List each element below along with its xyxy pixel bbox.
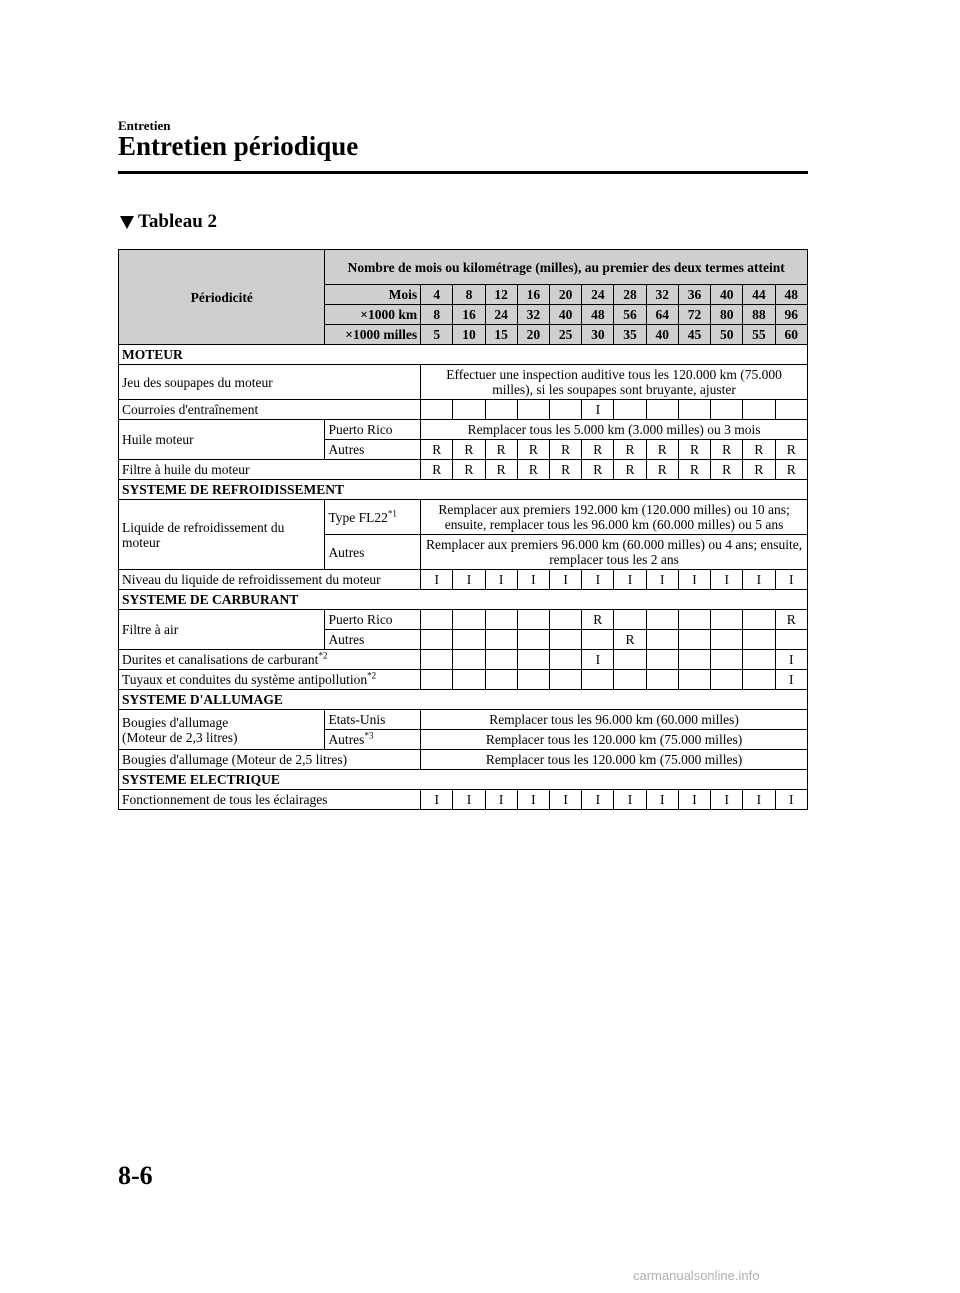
interval-mark-cell: R <box>549 460 581 480</box>
interval-mark-cell <box>485 630 517 650</box>
interval-mark-cell: R <box>614 460 646 480</box>
interval-mark-cell: R <box>453 440 485 460</box>
interval-mark-cell: R <box>711 440 743 460</box>
row-tuyaux <box>119 670 808 690</box>
label-filtre-air: Filtre à air <box>119 610 325 650</box>
text-huile-pr: Remplacer tous les 5.000 km (3.000 milles) ou 3 mois <box>421 420 808 440</box>
interval-mark-cell <box>743 610 775 630</box>
text-soupapes: Effectuer une inspection auditive tous les 120.000 km (75.000 milles), si les soupapes sont bruyante, ajuster <box>421 365 808 400</box>
interval-mark-cell: R <box>678 460 710 480</box>
label-tuyaux-text: Tuyaux et conduites du système antipollution <box>122 672 368 687</box>
sub-huile-autres: Autres <box>325 440 421 460</box>
interval-months-cell: 4 <box>421 285 453 305</box>
interval-km-cell: 48 <box>582 305 614 325</box>
interval-mark-cell: R <box>582 440 614 460</box>
interval-mark-cell <box>453 670 485 690</box>
interval-mark-cell <box>678 400 710 420</box>
interval-months-cell: 28 <box>614 285 646 305</box>
sub-liquide-autres: Autres <box>325 535 421 570</box>
text-liquide-autres: Remplacer aux premiers 96.000 km (60.000 milles) ou 4 ans; ensuite, remplacer tous les 2 ans <box>421 535 808 570</box>
interval-mark-cell <box>485 610 517 630</box>
interval-mark-cell <box>614 670 646 690</box>
interval-mark-cell <box>646 610 678 630</box>
interval-mark-cell: R <box>678 440 710 460</box>
label-bougies23-line1: Bougies d'allumage <box>122 714 229 730</box>
interval-mark-cell <box>646 670 678 690</box>
row-liquide-fl22 <box>119 500 808 535</box>
row-courroies <box>119 400 808 420</box>
sub-bougies23-autres-text: Autres <box>328 732 365 747</box>
interval-mark-cell: I <box>549 790 581 810</box>
text-bougies25: Remplacer tous les 120.000 km (75.000 milles) <box>421 750 808 770</box>
interval-mark-cell: I <box>775 570 807 590</box>
row-filtre-huile <box>119 460 808 480</box>
footnote-1: *1 <box>387 508 397 518</box>
interval-mark-cell: R <box>485 460 517 480</box>
interval-mark-cell: I <box>711 790 743 810</box>
interval-mark-cell: R <box>711 460 743 480</box>
interval-mark-cell <box>421 400 453 420</box>
interval-mark-cell: I <box>421 790 453 810</box>
row-eclairages <box>119 790 808 810</box>
interval-mark-cell <box>711 400 743 420</box>
sub-filtre-air-autres: Autres <box>325 630 421 650</box>
section-title-carburant: SYSTEME DE CARBURANT <box>119 590 808 610</box>
interval-mark-cell <box>517 670 549 690</box>
sub-bougies23-eu: Etats-Unis <box>325 710 421 730</box>
section-title-moteur: MOTEUR <box>119 345 808 365</box>
interval-mark-cell: I <box>421 570 453 590</box>
interval-mark-cell: I <box>775 650 807 670</box>
footnote-3: *3 <box>364 730 374 741</box>
interval-mark-cell: I <box>743 570 775 590</box>
interval-mark-cell <box>678 670 710 690</box>
interval-mark-cell: R <box>549 440 581 460</box>
text-bougies23-eu: Remplacer tous les 96.000 km (60.000 milles) <box>421 710 808 730</box>
label-soupapes: Jeu des soupapes du moteur <box>119 365 421 400</box>
interval-miles-cell: 45 <box>678 325 710 345</box>
interval-mark-cell: R <box>775 460 807 480</box>
interval-mark-cell <box>743 650 775 670</box>
interval-miles-cell: 10 <box>453 325 485 345</box>
interval-mark-cell: I <box>582 570 614 590</box>
interval-km-cell: 80 <box>711 305 743 325</box>
interval-label-km: ×1000 km <box>325 305 421 325</box>
label-eclairages: Fonctionnement de tous les éclairages <box>119 790 421 810</box>
interval-months-cell: 8 <box>453 285 485 305</box>
label-niveau-liquide: Niveau du liquide de refroidissement du moteur <box>119 570 421 590</box>
label-bougies25: Bougies d'allumage (Moteur de 2,5 litres) <box>119 750 421 770</box>
interval-mark-cell: I <box>582 650 614 670</box>
label-durites <box>119 650 421 670</box>
interval-mark-cell <box>646 630 678 650</box>
row-filtre-air-pr <box>119 610 808 630</box>
sub-bougies23-autres <box>325 730 421 750</box>
interval-miles-cell: 25 <box>549 325 581 345</box>
section-row-refroidissement <box>119 480 808 500</box>
interval-miles-cell: 20 <box>517 325 549 345</box>
text-liquide-fl22: Remplacer aux premiers 192.000 km (120.000 milles) ou 10 ans; ensuite, remplacer tous les 96.000 km (60.000 milles) ou 5 ans <box>421 500 808 535</box>
interval-mark-cell: R <box>485 440 517 460</box>
interval-months-cell: 12 <box>485 285 517 305</box>
interval-months-cell: 40 <box>711 285 743 305</box>
interval-mark-cell: I <box>582 400 614 420</box>
interval-mark-cell: I <box>614 570 646 590</box>
interval-mark-cell <box>453 610 485 630</box>
interval-mark-cell: I <box>614 790 646 810</box>
row-niveau-liquide <box>119 570 808 590</box>
interval-km-cell: 24 <box>485 305 517 325</box>
interval-mark-cell: I <box>582 790 614 810</box>
footnote-2b: *2 <box>367 670 377 681</box>
interval-mark-cell <box>775 630 807 650</box>
watermark: carmanualsonline.info <box>633 1268 760 1283</box>
footnote-2a: *2 <box>318 650 328 661</box>
interval-mark-cell <box>678 650 710 670</box>
row-bougies23-eu <box>119 710 808 730</box>
interval-mark-cell <box>711 650 743 670</box>
interval-months-cell: 36 <box>678 285 710 305</box>
interval-mark-cell: I <box>646 790 678 810</box>
interval-miles-cell: 30 <box>582 325 614 345</box>
interval-mark-cell: I <box>485 790 517 810</box>
interval-mark-cell: I <box>517 790 549 810</box>
section-row-electrique <box>119 770 808 790</box>
interval-km-cell: 96 <box>775 305 807 325</box>
section-title-electrique: SYSTEME ELECTRIQUE <box>119 770 808 790</box>
section-title-refroidissement: SYSTEME DE REFROIDISSEMENT <box>119 480 808 500</box>
section-row-carburant <box>119 590 808 610</box>
type-fl22-label: Type FL22 <box>328 509 388 525</box>
interval-mark-cell <box>549 610 581 630</box>
interval-mark-cell: R <box>646 440 678 460</box>
subsection-heading <box>120 211 217 233</box>
interval-mark-cell <box>711 670 743 690</box>
interval-mark-cell <box>549 670 581 690</box>
interval-km-cell: 40 <box>549 305 581 325</box>
title-divider <box>118 171 808 174</box>
interval-months-cell: 48 <box>775 285 807 305</box>
row-huile-pr <box>119 420 808 440</box>
interval-mark-cell <box>421 610 453 630</box>
label-huile: Huile moteur <box>119 420 325 460</box>
interval-mark-cell <box>743 400 775 420</box>
interval-mark-cell: R <box>582 610 614 630</box>
interval-mark-cell: R <box>614 630 646 650</box>
section-row-moteur <box>119 345 808 365</box>
interval-mark-cell: R <box>517 440 549 460</box>
interval-mark-cell <box>614 610 646 630</box>
interval-mark-cell: R <box>775 440 807 460</box>
row-soupapes <box>119 365 808 400</box>
sub-liquide-fl22 <box>325 500 421 535</box>
row-durites <box>119 650 808 670</box>
interval-months-cell: 16 <box>517 285 549 305</box>
interval-months-cell: 44 <box>743 285 775 305</box>
interval-mark-cell <box>453 400 485 420</box>
interval-mark-cell <box>646 400 678 420</box>
interval-miles-cell: 60 <box>775 325 807 345</box>
interval-mark-cell: R <box>614 440 646 460</box>
interval-miles-cell: 40 <box>646 325 678 345</box>
label-tuyaux <box>119 670 421 690</box>
interval-mark-cell <box>421 630 453 650</box>
label-filtre-huile: Filtre à huile du moteur <box>119 460 421 480</box>
interval-mark-cell: R <box>421 440 453 460</box>
header-row-caption <box>119 250 808 285</box>
interval-mark-cell: I <box>775 790 807 810</box>
interval-months-cell: 20 <box>549 285 581 305</box>
label-durites-text: Durites et canalisations de carburant <box>122 652 319 667</box>
interval-mark-cell <box>517 610 549 630</box>
interval-months-cell: 24 <box>582 285 614 305</box>
interval-km-cell: 16 <box>453 305 485 325</box>
interval-mark-cell <box>775 400 807 420</box>
interval-mark-cell <box>614 650 646 670</box>
interval-km-cell: 8 <box>421 305 453 325</box>
section-title-allumage: SYSTEME D'ALLUMAGE <box>119 690 808 710</box>
interval-mark-cell: I <box>711 570 743 590</box>
section-row-allumage <box>119 690 808 710</box>
interval-mark-cell <box>582 670 614 690</box>
periodicite-header: Périodicité <box>119 250 325 345</box>
text-bougies23-autres: Remplacer tous les 120.000 km (75.000 milles) <box>421 730 808 750</box>
interval-mark-cell: I <box>678 790 710 810</box>
interval-mark-cell <box>421 650 453 670</box>
interval-miles-cell: 5 <box>421 325 453 345</box>
interval-mark-cell <box>485 400 517 420</box>
interval-mark-cell <box>614 400 646 420</box>
interval-mark-cell: R <box>775 610 807 630</box>
interval-mark-cell <box>549 400 581 420</box>
interval-mark-cell <box>678 630 710 650</box>
interval-months-cell: 32 <box>646 285 678 305</box>
sub-filtre-air-pr: Puerto Rico <box>325 610 421 630</box>
interval-label-months: Mois <box>325 285 421 305</box>
maintenance-schedule-table <box>118 249 808 810</box>
interval-mark-cell <box>517 650 549 670</box>
interval-mark-cell: I <box>743 790 775 810</box>
interval-mark-cell <box>743 630 775 650</box>
interval-mark-cell <box>453 650 485 670</box>
interval-mark-cell <box>549 630 581 650</box>
interval-mark-cell <box>711 630 743 650</box>
triangle-down-icon <box>120 216 134 229</box>
label-bougies23 <box>119 710 325 750</box>
interval-mark-cell <box>485 670 517 690</box>
row-bougies25 <box>119 750 808 770</box>
interval-mark-cell <box>517 400 549 420</box>
interval-mark-cell: R <box>646 460 678 480</box>
interval-mark-cell <box>582 630 614 650</box>
interval-km-cell: 88 <box>743 305 775 325</box>
label-bougies23-line2: (Moteur de 2,3 litres) <box>122 729 238 745</box>
interval-mark-cell <box>453 630 485 650</box>
interval-mark-cell <box>421 670 453 690</box>
interval-mark-cell <box>646 650 678 670</box>
page-title: Entretien périodique <box>118 131 359 161</box>
interval-mark-cell: I <box>453 790 485 810</box>
interval-miles-cell: 15 <box>485 325 517 345</box>
interval-mark-cell: R <box>743 440 775 460</box>
interval-mark-cell <box>517 630 549 650</box>
interval-mark-cell <box>678 610 710 630</box>
interval-km-cell: 64 <box>646 305 678 325</box>
interval-mark-cell: I <box>453 570 485 590</box>
label-courroies: Courroies d'entraînement <box>119 400 421 420</box>
interval-mark-cell: I <box>678 570 710 590</box>
interval-miles-cell: 55 <box>743 325 775 345</box>
interval-km-cell: 72 <box>678 305 710 325</box>
interval-mark-cell <box>485 650 517 670</box>
section-label: Entretien <box>118 118 171 133</box>
interval-km-cell: 32 <box>517 305 549 325</box>
interval-mark-cell: R <box>517 460 549 480</box>
intervals-caption: Nombre de mois ou kilométrage (milles), au premier des deux termes atteint <box>325 250 808 285</box>
interval-miles-cell: 50 <box>711 325 743 345</box>
interval-mark-cell: I <box>485 570 517 590</box>
interval-mark-cell <box>549 650 581 670</box>
interval-mark-cell <box>743 670 775 690</box>
label-liquide: Liquide de refroidissement du moteur <box>119 500 325 570</box>
interval-mark-cell: R <box>582 460 614 480</box>
interval-mark-cell: I <box>775 670 807 690</box>
interval-label-miles: ×1000 milles <box>325 325 421 345</box>
interval-km-cell: 56 <box>614 305 646 325</box>
sub-huile-pr: Puerto Rico <box>325 420 421 440</box>
interval-mark-cell: R <box>743 460 775 480</box>
page-number: 8-6 <box>118 1161 153 1190</box>
interval-mark-cell: I <box>646 570 678 590</box>
interval-mark-cell: I <box>517 570 549 590</box>
interval-mark-cell: I <box>549 570 581 590</box>
interval-mark-cell: R <box>421 460 453 480</box>
interval-mark-cell: R <box>453 460 485 480</box>
subsection-title: Tableau 2 <box>138 211 218 232</box>
interval-mark-cell <box>711 610 743 630</box>
interval-miles-cell: 35 <box>614 325 646 345</box>
